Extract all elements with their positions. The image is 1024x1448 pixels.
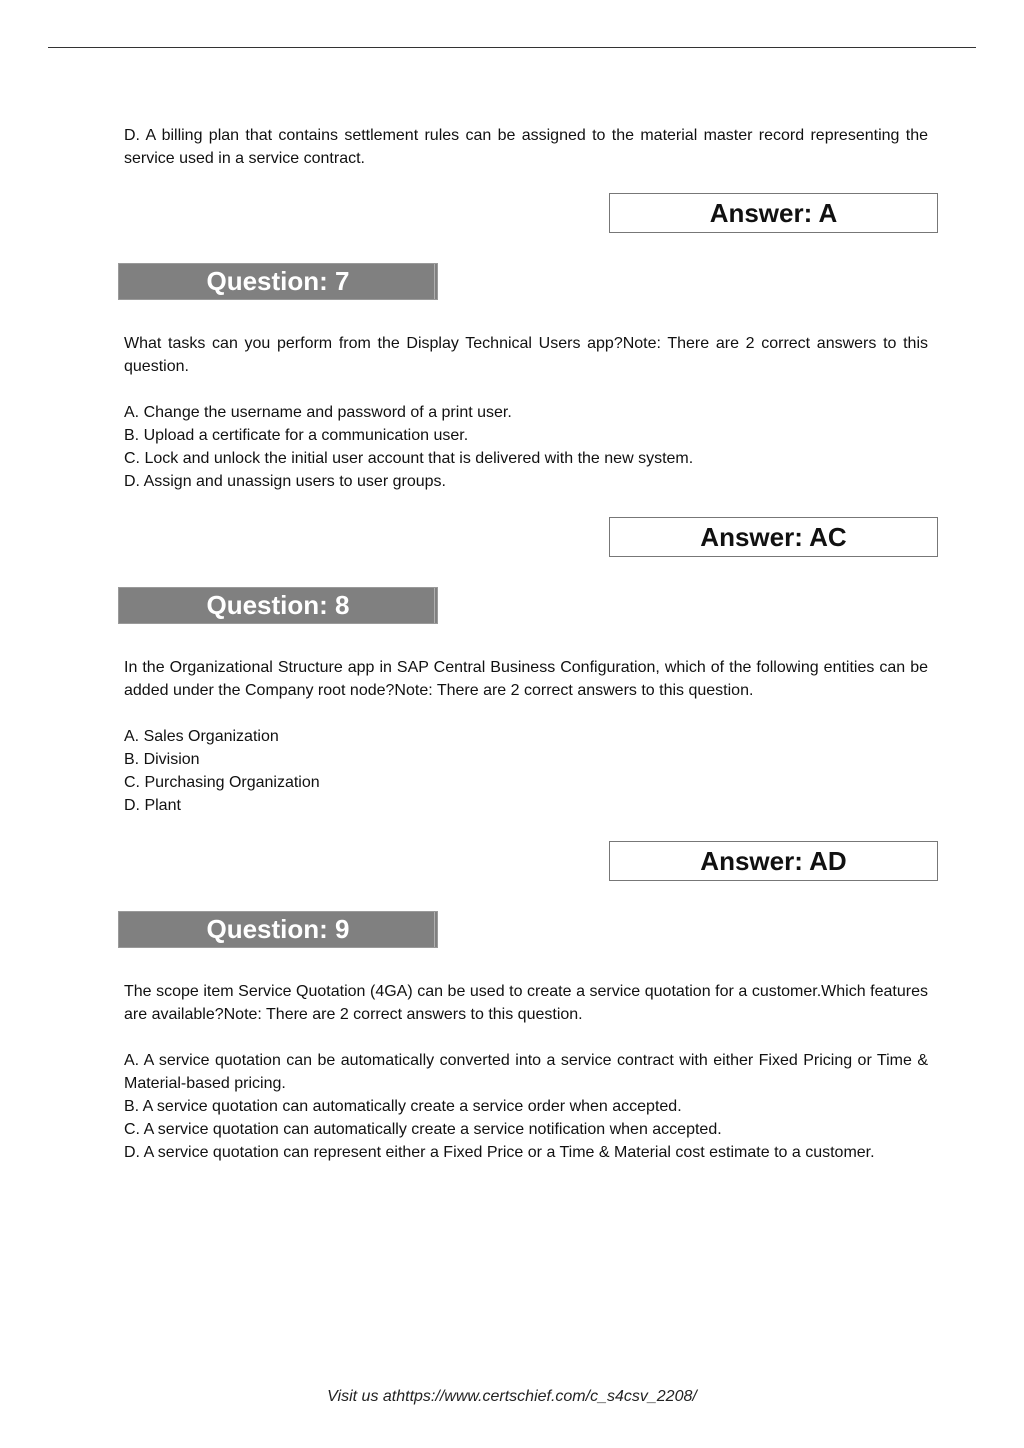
option-8a: A. Sales Organization xyxy=(124,728,279,745)
page-content xyxy=(124,124,928,1164)
option-7d: D. Assign and unassign users to user groups. xyxy=(124,473,446,490)
question-text-9: The scope item Service Quotation (4GA) can be used to create a service quotation for a customer.Which features are available?Note: There are 2 correct answers to this question. xyxy=(124,983,928,1023)
option-9a: A. A service quotation can be automatically converted into a service contract with either Fixed Pricing or Time & Material-based pricing. xyxy=(124,1052,928,1092)
question-header-7: Question: 7 xyxy=(118,263,438,300)
prev-answer-row xyxy=(124,193,928,233)
options-list-8 xyxy=(124,725,928,817)
footer-link-text: Visit us athttps://www.certschief.com/c_s4csv_2208/ xyxy=(327,1388,697,1405)
question-header-9: Question: 9 xyxy=(118,911,438,948)
answer-row-7 xyxy=(124,517,928,557)
option-7b: B. Upload a certificate for a communication user. xyxy=(124,427,469,444)
answer-row-8 xyxy=(124,841,928,881)
answer-box: Answer: AD xyxy=(609,841,938,881)
option-7a: A. Change the username and password of a print user. xyxy=(124,404,512,421)
option-9d: D. A service quotation can represent either a Fixed Price or a Time & Material cost estimate to a customer. xyxy=(124,1144,875,1161)
option-8d: D. Plant xyxy=(124,797,181,814)
option-7c: C. Lock and unlock the initial user account that is delivered with the new system. xyxy=(124,450,694,467)
option-8c: C. Purchasing Organization xyxy=(124,774,320,791)
answer-box: Answer: A xyxy=(609,193,938,233)
prev-option-d: D. A billing plan that contains settlement rules can be assigned to the material master record representing the service used in a service contract. xyxy=(124,127,928,167)
answer-box: Answer: AC xyxy=(609,517,938,557)
option-9b: B. A service quotation can automatically create a service order when accepted. xyxy=(124,1098,682,1115)
question-text-8: In the Organizational Structure app in SAP Central Business Configuration, which of the following entities can be added under the Company root node?Note: There are 2 correct answers to this question. xyxy=(124,659,928,699)
options-list-7 xyxy=(124,401,928,493)
question-text-7: What tasks can you perform from the Display Technical Users app?Note: There are 2 correct answers to this question. xyxy=(124,335,928,375)
options-list-9 xyxy=(124,1049,928,1164)
option-8b: B. Division xyxy=(124,751,200,768)
question-header-8: Question: 8 xyxy=(118,587,438,624)
header-rule xyxy=(48,47,976,48)
option-9c: C. A service quotation can automatically create a service notification when accepted. xyxy=(124,1121,722,1138)
